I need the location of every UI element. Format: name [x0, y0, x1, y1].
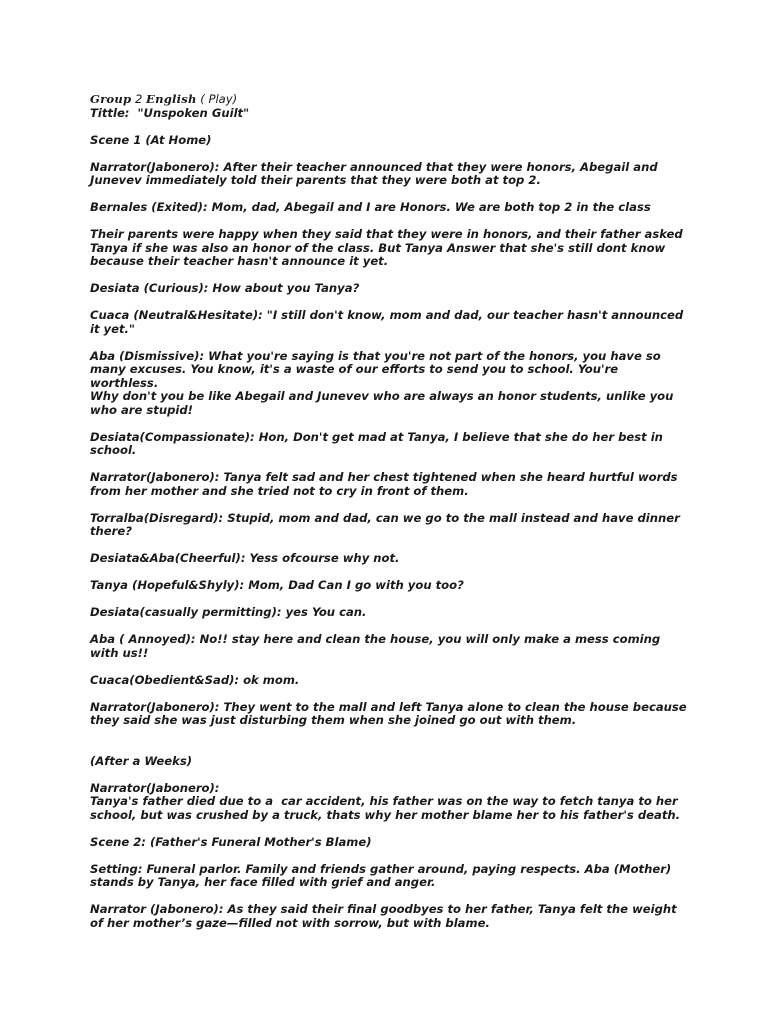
- script-paragraph: [90, 674, 690, 688]
- title-line: Tittle: "Unspoken Guilt": [90, 105, 250, 120]
- script-paragraph: [90, 606, 690, 620]
- script-line: many excuses. You know, it's a waste of our efforts to send you to school. You're worthless.: [90, 362, 623, 390]
- script-line: Torralba(Disregard): Stupid, mom and dad, can we go to the mall instead and have dinner: [90, 510, 680, 525]
- script-line: school.: [90, 443, 137, 457]
- script-paragraph: [90, 552, 690, 566]
- script-line: Desiata(Compassionate): Hon, Don't get mad at Tanya, I believe that she do her best in: [90, 429, 663, 444]
- script-paragraph: [90, 903, 690, 930]
- script-paragraph: [90, 134, 690, 148]
- subject-label: English: [146, 92, 197, 106]
- script-line: Cuaca (Neutral&Hesitate): "I still don't know, mom and dad, our teacher hasn't announced: [90, 308, 684, 322]
- script-paragraph: [90, 431, 690, 458]
- script-line: Desiata (Curious): How about you Tanya?: [90, 281, 360, 295]
- document-page: [90, 93, 690, 944]
- play-tag: ( Play): [196, 92, 238, 106]
- script-paragraph: [90, 350, 690, 418]
- script-line: with us!!: [90, 645, 149, 660]
- script-paragraph: [90, 836, 690, 850]
- script-line: Desiata(casually permitting): yes You can.: [90, 605, 367, 619]
- group-label: Group: [90, 92, 132, 106]
- script-paragraph: [90, 201, 690, 215]
- script-paragraph: [90, 228, 690, 269]
- script-line: Narrator(Jabonero): Tanya felt sad and her chest tightened when she heard hurtful words: [90, 470, 678, 484]
- script-line: Narrator(Jabonero): They went to the mall and left Tanya alone to clean the house because: [90, 699, 687, 714]
- script-line: because their teacher hasn't announce it yet.: [90, 254, 389, 268]
- script-line: Bernales (Exited): Mom, dad, Abegail and I are Honors. We are both top 2 in the class: [90, 200, 651, 214]
- script-line: Scene 1 (At Home): [90, 132, 212, 147]
- script-line: Cuaca(Obedient&Sad): ok mom.: [90, 672, 300, 687]
- script-paragraph: [90, 782, 690, 823]
- group-number: 2: [131, 92, 147, 106]
- script-body: [90, 134, 690, 931]
- script-line: Aba (Dismissive): What you're saying is that you're not part of the honors, you have so: [90, 348, 661, 363]
- script-line: Setting: Funeral parlor. Family and friends gather around, paying respects. Aba (Mother): [90, 861, 672, 876]
- script-paragraph: [90, 309, 690, 336]
- script-line: they said she was just disturbing them when she joined go out with them.: [90, 713, 577, 727]
- script-line: Tanya if she was also an honor of the class. But Tanya Answer that she's still dont know: [90, 240, 666, 255]
- script-line: (After a Weeks): [90, 753, 193, 768]
- header-line: [90, 93, 690, 107]
- script-paragraph: [90, 161, 690, 188]
- document-header: [90, 93, 690, 120]
- script-line: school, but was crushed by a truck, thats why her mother blame her to his father's death.: [90, 807, 681, 822]
- script-line: Scene 2: (Father's Funeral Mother's Blame): [90, 834, 372, 849]
- script-line: there?: [90, 524, 132, 538]
- script-line: stands by Tanya, her face filled with grief and anger.: [90, 875, 436, 889]
- script-line: Narrator(Jabonero): After their teacher announced that they were honors, Abegail and: [90, 159, 658, 174]
- script-line: Aba ( Annoyed): No!! stay here and clean the house, you will only make a mess coming: [90, 632, 661, 646]
- script-line: Why don't you be like Abegail and Junevev who are always an honor students, unlike you: [90, 389, 674, 403]
- script-line: of her mother’s gaze—filled not with sorrow, but with blame.: [90, 915, 490, 930]
- script-line: Tanya's father died due to a car accident, his father was on the way to fetch tanya to her: [90, 794, 678, 808]
- script-line: Their parents were happy when they said that they were in honors, and their father asked: [90, 227, 683, 241]
- script-line: Desiata&Aba(Cheerful): Yess ofcourse why not.: [90, 551, 400, 565]
- script-line: Junevev immediately told their parents that they were both at top 2.: [90, 173, 541, 187]
- script-paragraph: [90, 633, 690, 660]
- script-line: Narrator (Jabonero): As they said their final goodbyes to her father, Tanya felt the weight: [90, 902, 677, 916]
- script-line: from her mother and she tried not to cry in front of them.: [90, 483, 469, 498]
- script-line: Narrator(Jabonero):: [90, 780, 220, 795]
- script-paragraph: [90, 512, 690, 539]
- script-paragraph: [90, 755, 690, 769]
- script-paragraph: [90, 701, 690, 728]
- script-paragraph: [90, 282, 690, 296]
- script-line: Tanya (Hopeful&Shyly): Mom, Dad Can I go with you too?: [90, 578, 464, 592]
- script-paragraph: [90, 579, 690, 593]
- script-line: who are stupid!: [90, 402, 193, 417]
- script-line: it yet.": [90, 321, 135, 336]
- script-paragraph: [90, 863, 690, 890]
- section-spacer: [90, 741, 690, 755]
- script-paragraph: [90, 471, 690, 498]
